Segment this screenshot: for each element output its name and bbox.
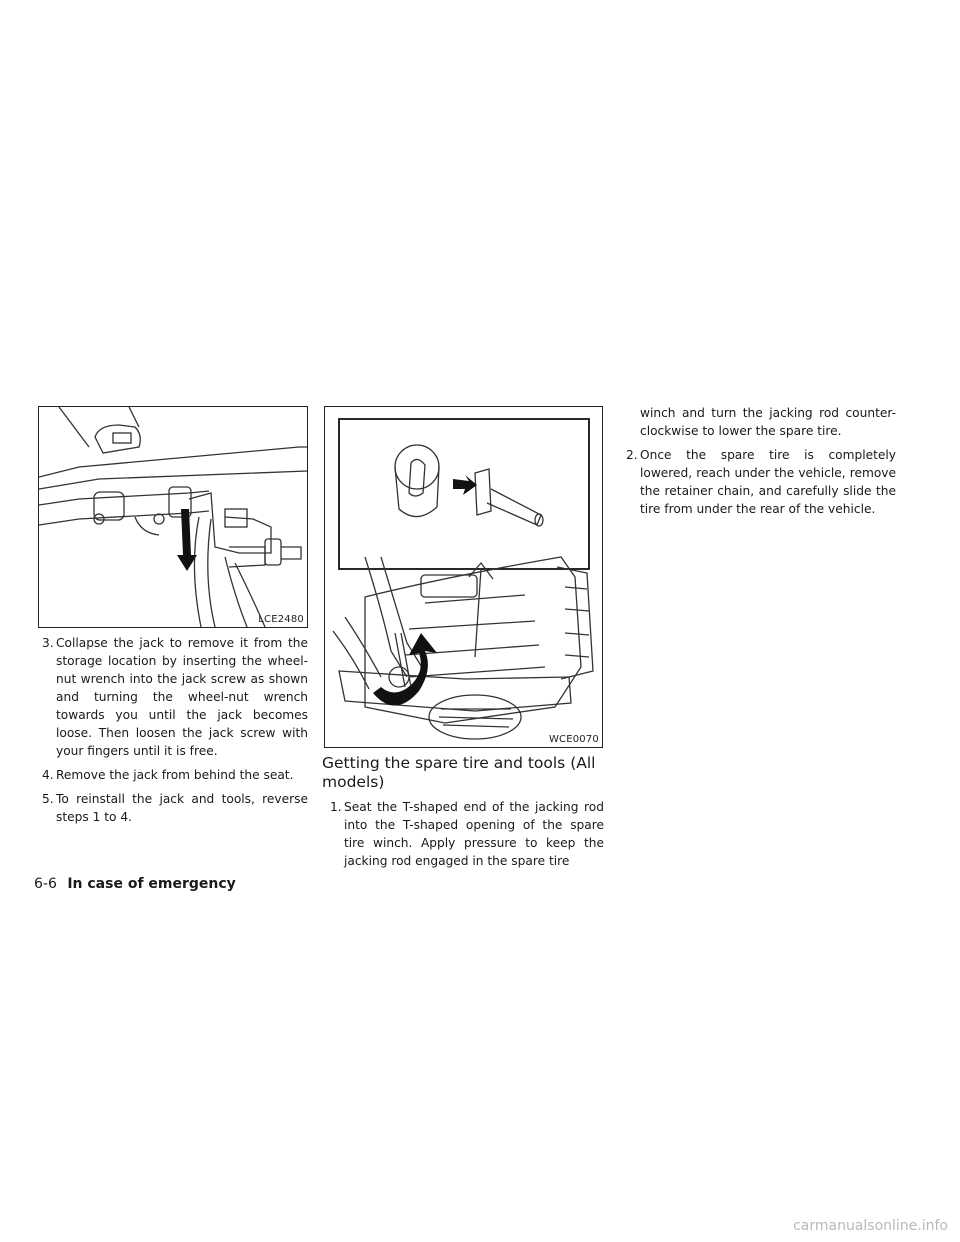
section-title: Getting the spare tire and tools (All models) (322, 754, 596, 791)
step-1: 1. Seat the T-shaped end of the jacking rod into the T-shaped opening of the spare tire winch. Apply pressure to keep the jacking rod engaged in the spare tire (330, 800, 604, 868)
step-1-continuation: winch and turn the jacking rod counter-clockwise to lower the spare tire. (640, 406, 896, 438)
step-3: 3. Collapse the jack to remove it from the storage location by inserting the wheel-nut wrench into the jack screw as shown and turning the wheel-nut wrench towards you until the jack becomes loose. Then loosen the jack screw with your fingers until it is free. (42, 636, 308, 758)
figure-jack-storage (38, 406, 308, 628)
spare-tire-winch-illustration (325, 407, 602, 747)
figure-code: LCE2480 (258, 614, 304, 625)
step-5: 5. To reinstall the jack and tools, reverse steps 1 to 4. (42, 792, 308, 824)
middle-column (322, 754, 604, 876)
left-column (34, 634, 308, 832)
figure-code: WCE0070 (548, 734, 599, 745)
watermark: carmanualsonline.info (793, 1218, 948, 1234)
step-2: 2. Once the spare tire is completely lowered, reach under the vehicle, remove the retainer chain, and carefully slide the tire from under the rear of the vehicle. (626, 448, 896, 516)
right-column (618, 404, 896, 524)
step-4: 4. Remove the jack from behind the seat. (42, 768, 294, 782)
page-number: 6-6 (34, 876, 57, 892)
jack-storage-illustration (39, 407, 307, 627)
page-footer (34, 876, 236, 892)
figure-spare-tire-winch (324, 406, 603, 748)
chapter-title: In case of emergency (67, 876, 236, 892)
